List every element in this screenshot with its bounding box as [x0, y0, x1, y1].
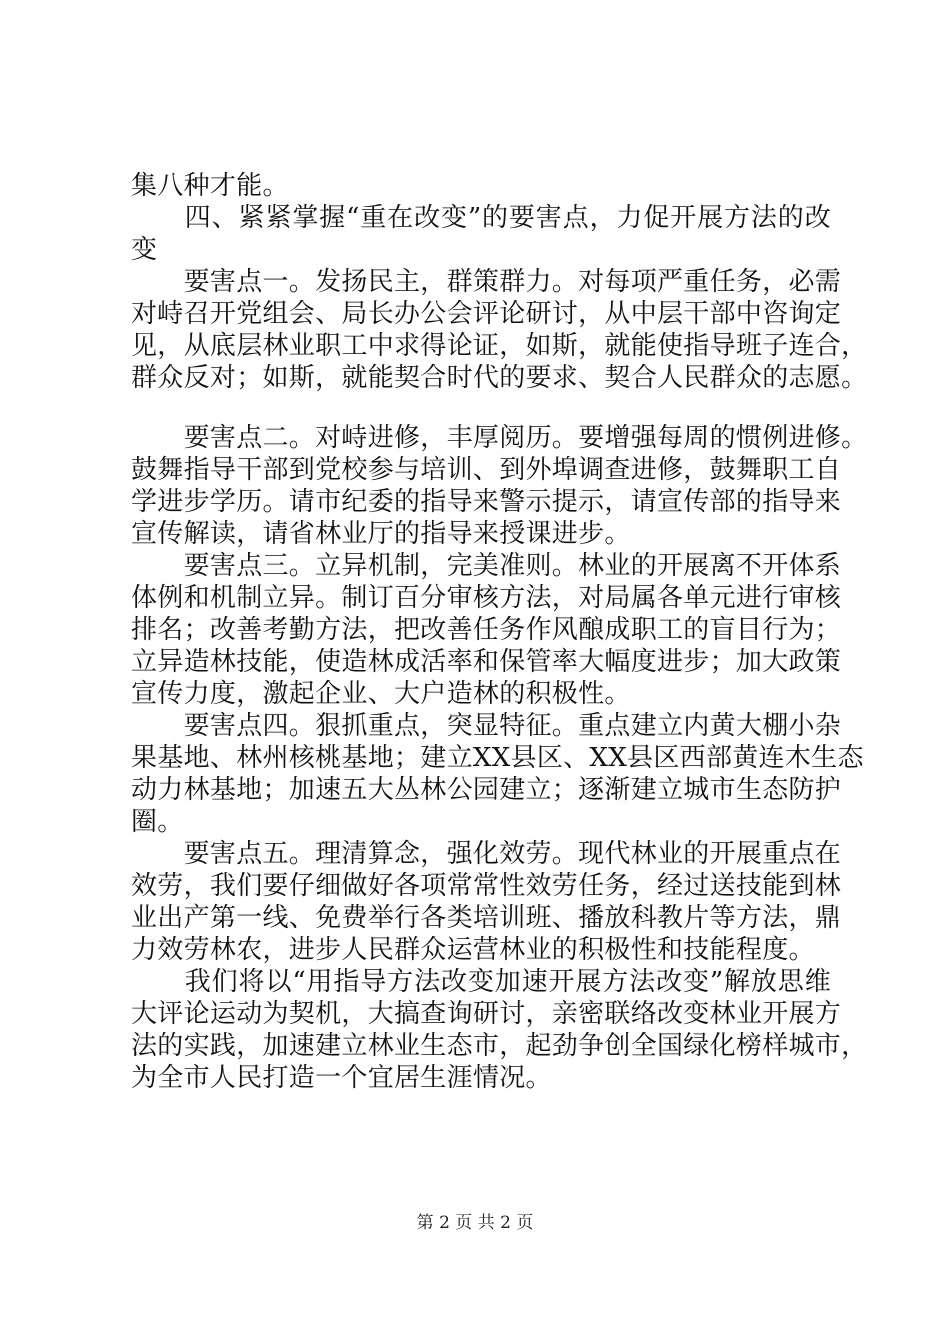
page-number: 第 2 页 共 2 页: [416, 1213, 534, 1233]
text-line: 动力林基地；加速五大丛林公园建立；逐渐建立城市生态防护: [131, 775, 842, 805]
text-line: 要害点四。狠抓重点，突显特征。重点建立内黄大棚小杂: [131, 711, 842, 741]
text-line: 为全市人民打造一个宜居生涯情况。: [131, 1063, 552, 1093]
text-line: 变: [131, 235, 158, 265]
text-line: 要害点三。立异机制，完美准则。林业的开展离不开体系: [131, 551, 842, 581]
text-line: 要害点一。发扬民主，群策群力。对每项严重任务，必需: [131, 267, 842, 297]
text-line: 排名；改善考勤方法，把改善任务作风酿成职工的盲目行为；: [131, 615, 842, 645]
text-line: 果基地、林州核桃基地；建立XX县区、XX县区西部黄连木生态: [131, 743, 864, 773]
text-line: 圈。: [131, 807, 184, 837]
text-line: 法的实践，加速建立林业生态市，起劲争创全国绿化榜样城市，: [131, 1031, 868, 1061]
text-line: 见，从底层林业职工中求得论证，如斯，就能使指导班子连合，: [131, 331, 868, 361]
text-line: 我们将以“用指导方法改变加速开展方法改变”解放思维: [131, 967, 831, 997]
text-line: 效劳，我们要仔细做好各项常常性效劳任务，经过送技能到林: [131, 871, 842, 901]
text-line: 力效劳林农，进步人民群众运营林业的积极性和技能程度。: [131, 935, 815, 965]
text-line: 四、紧紧掌握“重在改变”的要害点，力促开展方法的改: [131, 203, 831, 233]
text-line: 体例和机制立异。制订百分审核方法，对局属各单元进行审核: [131, 583, 842, 613]
text-line: 集八种才能。: [131, 171, 289, 201]
text-line: 学进步学历。请市纪委的指导来警示提示，请宣传部的指导来: [131, 487, 842, 517]
text-line: 宣传解读，请省林业厅的指导来授课进步。: [131, 519, 631, 549]
paragraph-gap: [131, 394, 831, 422]
text-line: 要害点五。理清算念，强化效劳。现代林业的开展重点在: [131, 839, 842, 869]
text-line: 立异造林技能，使造林成活率和保管率大幅度进步；加大政策: [131, 647, 842, 677]
text-line: 宣传力度，激起企业、大户造林的积极性。: [131, 679, 631, 709]
text-line: 对峙召开党组会、局长办公会评论研讨，从中层干部中咨询定: [131, 299, 842, 329]
document-body: [131, 170, 868, 1094]
text-line: 业出产第一线、免费举行各类培训班、播放科教片等方法，鼎: [131, 903, 842, 933]
text-line: 群众反对；如斯，就能契合时代的要求、契合人民群众的志愿。: [131, 363, 868, 393]
text-line: 要害点二。对峙进修，丰厚阅历。要增强每周的惯例进修。: [131, 423, 868, 453]
text-line: 大评论运动为契机，大搞查询研讨，亲密联络改变林业开展方: [131, 999, 842, 1029]
text-line: 鼓舞指导干部到党校参与培训、到外埠调查进修，鼓舞职工自: [131, 455, 842, 485]
